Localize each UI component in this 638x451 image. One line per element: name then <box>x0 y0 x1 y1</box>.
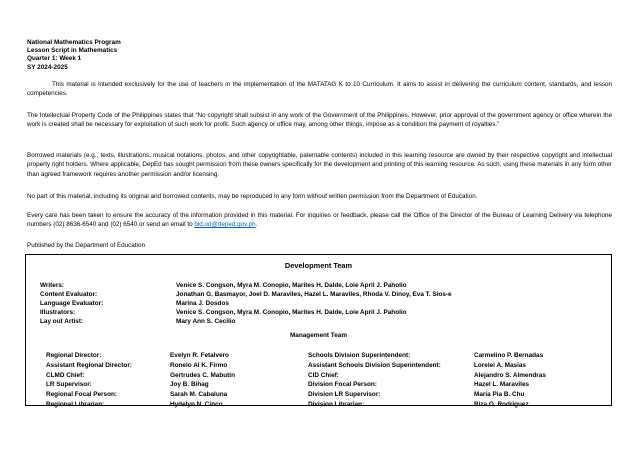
team-row <box>308 390 546 400</box>
role-label: CLMD Chief: <box>46 371 85 379</box>
quarter-week: Quarter 1: Week 1 <box>27 55 82 63</box>
email-link[interactable]: bld.od@deped.gov.ph <box>194 221 256 229</box>
role-label: Language Evaluator: <box>40 299 104 307</box>
role-value: Evelyn R. Fetalvero <box>170 352 229 359</box>
publisher-line: Published by the Department of Education <box>27 242 145 249</box>
role-label: CID Chief: <box>308 371 339 379</box>
role-label: Lay out Artist: <box>40 317 84 325</box>
inquiries-end: . <box>255 221 258 229</box>
program-name: National Mathematics Program <box>27 39 121 46</box>
role-label: Illustrators: <box>40 308 76 316</box>
team-row <box>308 361 546 371</box>
role-value: Joy B. Bihag <box>170 381 209 389</box>
team-row <box>46 361 235 371</box>
management-team-title: Management Team <box>289 332 348 339</box>
development-team-title: Development Team <box>284 261 353 270</box>
role-value: Ronelo Al K. Firmo <box>170 361 228 369</box>
team-row <box>40 300 452 309</box>
team-row <box>40 291 452 300</box>
role-label: Assistant Regional Director: <box>46 361 132 369</box>
role-label: Writers: <box>40 282 65 289</box>
inquiries-paragraph <box>27 211 612 230</box>
team-row <box>46 351 235 361</box>
team-row <box>46 390 235 400</box>
role-label: Division LR Supervisor: <box>308 391 381 399</box>
team-row <box>308 400 546 410</box>
role-label: LR Supervisor: <box>46 381 92 389</box>
no-reproduction-paragraph: No part of this material, including its original and borrowed contents, may be reproduced in any form without written permission from the Department of Education. <box>27 193 478 200</box>
credits-box <box>25 254 612 406</box>
role-value: Riza O. Rodriguez <box>474 400 529 408</box>
team-row <box>308 380 546 390</box>
team-row <box>40 318 452 327</box>
team-row <box>40 309 452 318</box>
role-value: Sarah M. Cabaluna <box>170 391 228 399</box>
division-management-list <box>308 351 546 410</box>
role-value: Hydelyn N. Cinco <box>170 400 223 408</box>
team-row <box>308 371 546 381</box>
team-row <box>40 282 452 291</box>
role-value: Venice S. Congson, Myra M. Conopio, Marites H. Dalde, Loie April J. Paholio <box>176 308 407 316</box>
role-value: Mary Ann S. Cecilio <box>176 317 236 325</box>
lesson-title: Lesson Script in Mathematics <box>27 47 118 55</box>
role-label: Division Focal Person: <box>308 381 377 389</box>
role-value: Alejandro S. Almendras <box>474 371 546 379</box>
team-row <box>46 380 235 390</box>
role-label: Division Librarian: <box>308 400 365 408</box>
role-value: Hazel L. Maraviles <box>474 381 530 389</box>
ip-paragraph: The Intellectual Property Code of the Philippines states that “No copyright shall subsist in any work of the Government of the Philippines. However, prior approval of the government agency or office wherein the work is created shall be necessary for exploitation of such work for profit. Such agency or office may, among other things, impose as a condition the payment of royalties.” <box>27 112 612 129</box>
role-label: Regional Director: <box>46 352 102 359</box>
role-value: Maria Pia B. Chu <box>474 391 525 399</box>
team-row <box>46 371 235 381</box>
role-value: Carmelino P. Bernadas <box>474 352 544 359</box>
team-row <box>308 351 546 361</box>
inquiries-text: Every care has been taken to ensure the accuracy of the information provided in this material. For inquiries or feedback, please call the Office of the Director of the Bureau of Learning Delivery via telephone numbers (02) 8636-6540 and (02) 6540 or send an email to <box>27 212 612 229</box>
role-value: Marina J. Dosdos <box>176 299 229 307</box>
role-label: Regional Librarian: <box>46 400 105 408</box>
school-year: SY 2024-2025 <box>27 63 68 71</box>
intro-paragraph: This material is intended exclusively for the use of teachers in the implementation of the MATATAG K to 10 Curriculum. It aims to assist in delivering the curriculum content, standards, and lesson competencies. <box>27 81 612 98</box>
role-label: Regional Focal Person: <box>46 391 118 399</box>
team-row <box>46 400 235 410</box>
role-label: Assistant Schools Division Superintendent: <box>308 361 441 369</box>
role-value: Venice S. Congson, Myra M. Conopio, Marites H. Dalde, Loie April J. Paholio <box>176 282 407 289</box>
regional-management-list <box>46 351 235 410</box>
document-header <box>27 39 121 72</box>
development-team-list <box>40 282 452 327</box>
role-label: Schools Division Superintendent: <box>308 352 411 359</box>
role-label: Content Evaluator: <box>40 290 98 298</box>
role-value: Jonathan G. Basmayor, Joel D. Maraviles, Hazel L. Maraviles, Rhoda V. Dinoy, Eva T. Sios-e <box>176 290 452 298</box>
role-value: Gertrudes C. Mabutin <box>170 371 235 379</box>
role-value: Lorelei A. Masias <box>474 361 526 369</box>
borrowed-materials-paragraph: Borrowed materials (e.g., texts, illustrations, musical notations, photos, and other copyrightable, patentable contents) included in this learning resource are owned by their respective copyright and intellectual property right holders. Where applicable, DepEd has sought permission from these owners specifically for the development and printing of this learning resource. As such, using these materials in any form other than agreed framework requires another permission and/or licensing. <box>27 152 612 178</box>
